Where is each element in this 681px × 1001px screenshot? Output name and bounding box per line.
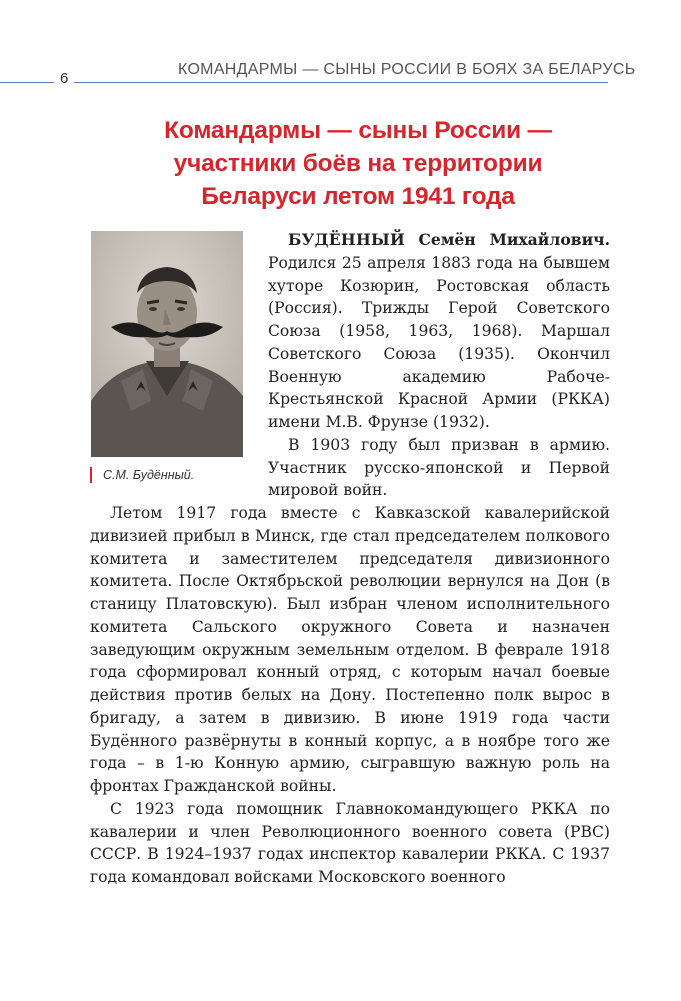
bio-paragraph-3: Летом 1917 года вместе с Кавказской кавалерийской дивизией прибыл в Минск, где стал председателем полкового комитета и заместителем председателя дивизионного комитета. После Октябрьской революции вернулся на Дон (в станицу Платовскую). Был избран членом исполнительного комитета Сальского окружного Совета и назначен заведующим окружным земельным отделом. В феврале 1918 года сформировал конный отряд, с которым начал боевые действия против белых на Дону. Постепенно полк вырос в бригаду, а затем в дивизию. В июне 1919 года части Будённого развёрнуты в конный корпус, а в ноябре того же года – в 1-ю Конную армию, сыгравшую важную роль на фронтах Гражданской войны. [90,504,610,795]
header-rule [0,82,608,83]
bio-paragraph-1 [268,229,610,434]
surname: БУДЁННЫЙ [288,230,406,249]
given-names: Семён Михайлович. [418,230,610,249]
page-number: 6 [54,70,74,87]
chapter-title-line-2: участники боёв на территории [173,150,543,177]
chapter-title [90,114,626,213]
chapter-title-line-1: Командармы — сыны России — [164,117,552,144]
running-head: КОМАНДАРМЫ — СЫНЫ РОССИИ В БОЯХ ЗА БЕЛАРУСЬ [178,61,636,78]
portrait-caption: С.М. Будённый. [90,467,194,483]
portrait-illustration [91,231,243,457]
bio-paragraph-2: В 1903 году был призван в армию. Участник русско-японской и Первой мировой войн. [268,435,610,500]
chapter-title-line-3: Беларуси летом 1941 года [201,183,515,210]
bio-paragraph-4: С 1923 года помощник Главнокомандующего РККА по кавалерии и член Революционного военного совета (РВС) СССР. В 1924–1937 годах инспектор кавалерии РККА. С 1937 года командовал войсками Московского военного [90,799,610,886]
intro-text-block [268,229,610,502]
main-text-block [90,502,610,889]
bio-text-1: Родился 25 апреля 1883 года на бывшем хуторе Козюрин, Ростовская область (Россия). Трижды Герой Советского Союза (1958, 1963, 1968). Маршал Советского Союза (1935). Окончил Военную академию Рабоче-Крестьянской Красной Армии (РККА) имени М.В. Фрунзе (1932). [268,253,610,431]
portrait-photo [91,231,243,457]
